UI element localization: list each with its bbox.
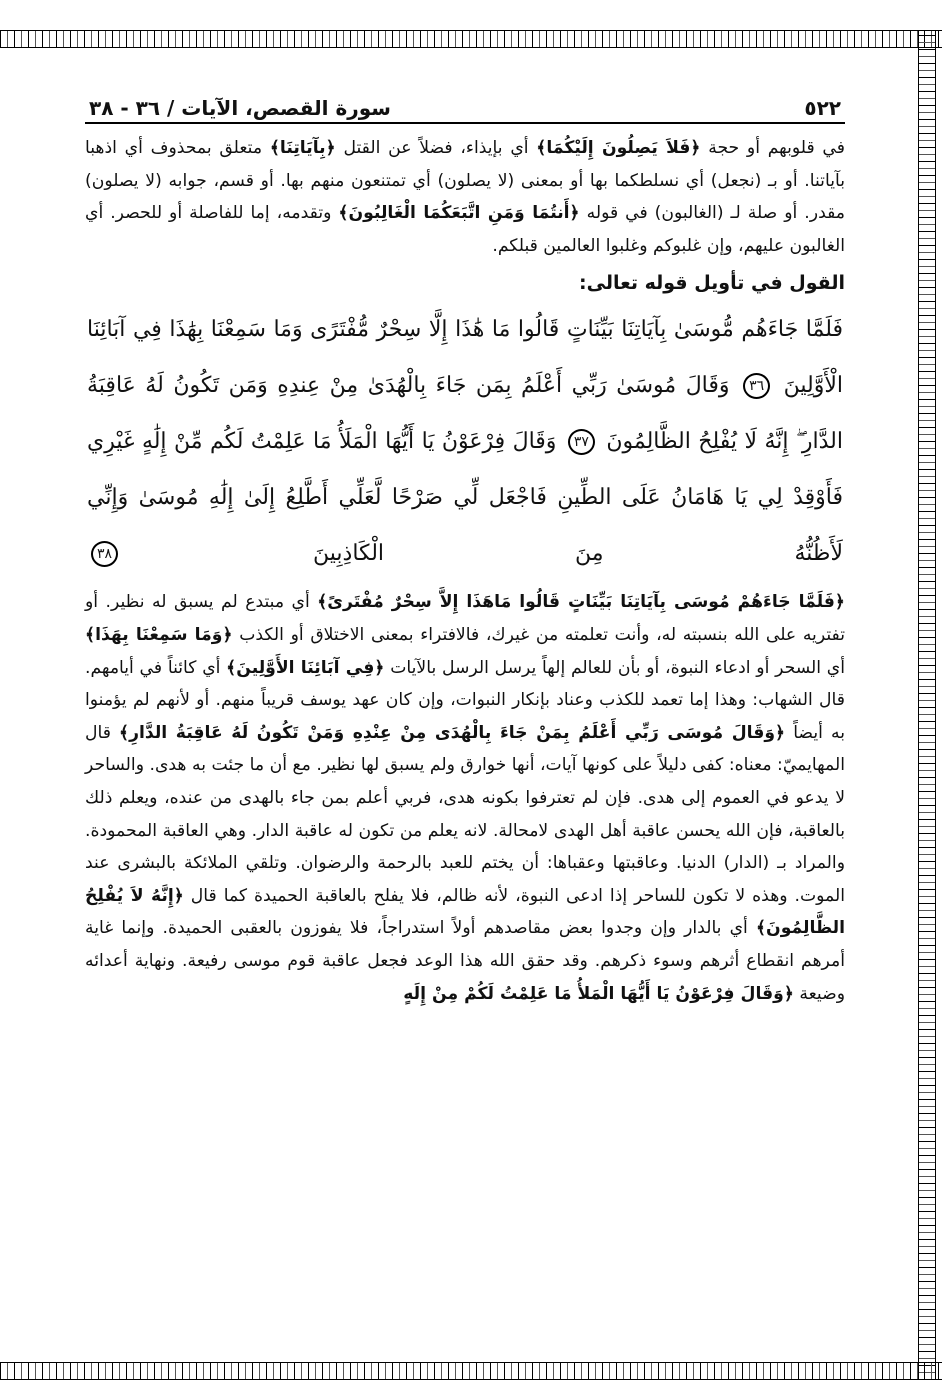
verse-text: وَقَالَ مُوسَىٰ رَبِّي أَعْلَمُ بِمَن جَاءَ بِالْهُدَىٰ مِنْ عِندِهِ وَمَن تَكُونُ لَهُ عَاقِبَةُ الدَّارِ ۖ إِنَّهُ لَا يُفْلِحُ الظَّالِمُونَ xyxy=(87,373,843,455)
page-title: سورة القصص، الآيات / ٣٦ - ٣٨ xyxy=(89,96,391,120)
running-head xyxy=(85,82,845,124)
page-number: ٥٢٢ xyxy=(804,96,841,120)
commentary-paragraph xyxy=(85,586,845,1010)
commentary-run: أي مبتدع لم يسبق له نظير. أو تفتريه على الله بنسبته له، وأنت تعلمته من غيرك، فالافتراء بمعنى الاختلاق أو الكذب xyxy=(85,592,845,645)
quran-quote: ﴿وَقَالَ مُوسَى رَبِّي أَعْلَمُ بِمَنْ جَاءَ بِالْهُدَى مِنْ عِنْدِهِ وَمَنْ تَكُونُ لَهُ عَاقِبَةُ الدَّارِ﴾ xyxy=(119,722,786,743)
quran-quote: ﴿فَلاَ يَصِلُونَ إِلَيْكُمَا﴾ xyxy=(536,138,701,158)
intro-run: متعلق بمحذوف أي اذهبا بآياتنا. أو بـ (نجعل) أي نسلطكما بها أو بمعنى (لا يصلون) أي تمتنعون منهم بها. أو قسم، جوابه (لا يصلون) مقدر. أو صلة لـ (الغالبون) في قوله xyxy=(85,138,845,224)
verse-number-marker: ٣٦ xyxy=(743,373,770,399)
quran-quote: ﴿إِنَّهُ لاَ يُفْلِحُ الظَّالِمُونَ﴾ xyxy=(85,885,845,939)
section-heading: القول في تأويل قوله تعالى: xyxy=(579,272,845,295)
ornamental-border-right xyxy=(918,30,936,1380)
page-body xyxy=(85,132,845,1010)
quran-quote: ﴿أَنتُمَا وَمَنِ اتَّبَعَكُمَا الْغَالِبُونَ﴾ xyxy=(338,203,580,224)
book-page xyxy=(85,82,845,1352)
verse-text: فَلَمَّا جَاءَهُم مُّوسَىٰ بِآيَاتِنَا بَيِّنَاتٍ قَالُوا مَا هَٰذَا إِلَّا سِحْرٌ مُّفْتَرًى وَمَا سَمِعْنَا بِهَٰذَا فِي آبَائِنَا الْأَوَّلِينَ xyxy=(87,317,844,399)
intro-paragraph xyxy=(85,132,845,262)
intro-run: وتقدمه، إما للفاصلة أو للحصر. أي الغالبون عليهم، وإن غلبوكم وغلبوا العالمين قبلكم. xyxy=(85,203,845,256)
quran-quote: ﴿فِي آبَائِنَا الأَوَّلِينَ﴾ xyxy=(226,657,385,678)
commentary-run: أي السحر أو ادعاء النبوة، أو بأن للعالم إلهاً يرسل الرسل بالآيات xyxy=(384,657,845,678)
quran-quote: ﴿وَقَالَ فِرْعَوْنُ يَا أَيُّهَا الْمَلأُ مَا عَلِمْتُ لَكُمْ مِنْ إِلَهٍ xyxy=(403,983,794,1004)
verse-number-marker: ٣٧ xyxy=(568,429,595,455)
commentary-run: أي كائناً في أيامهم. قال الشهاب: وهذا إما تعمد للكذب وعناد بإنكار النبوات، وإن كان عهد يوسف قريباً منهم. أو لأنهم لم يؤمنوا به أيضاً xyxy=(85,657,845,743)
intro-run: أي بإيذاء، فضلاً عن القتل xyxy=(335,138,537,158)
commentary-run: أي بالدار وإن وجدوا بعض مقاصدهم أولاً استدراجاً، فلا يفوزون بالعقبى الحميدة. وإنما غاية أمرهم انقطاع أثرهم وسوء ذكرهم. وقد حقق الله هذا الوعد فجعل عاقبة قوم موسى رفيعة. ونهاية أعدائه وضيعة xyxy=(85,918,845,1004)
verse-text: وَقَالَ فِرْعَوْنُ يَا أَيُّهَا الْمَلَأُ مَا عَلِمْتُ لَكُم مِّنْ إِلَٰهٍ غَيْرِي فَأَوْقِدْ لِي يَا هَامَانُ عَلَى الطِّينِ فَاجْعَل لِّي صَرْحًا لَّعَلِّي أَطَّلِعُ إِلَىٰ إِلَٰهِ مُوسَىٰ وَإِنِّي لَأَظُنُّهُ مِنَ الْكَاذِبِينَ xyxy=(87,429,843,567)
quran-quote: ﴿فَلَمَّا جَاءَهُمْ مُوسَى بِآيَاتِنَا بَيِّنَاتٍ قَالُوا مَاهَذَا إِلاَّ سِحْرٌ مُفْتَرىً﴾ xyxy=(317,592,845,613)
ornamental-border-bottom xyxy=(0,1362,942,1380)
verse-number-marker: ٣٨ xyxy=(91,541,118,567)
intro-run: في قلوبهم أو حجة xyxy=(700,138,845,158)
verse-block xyxy=(85,302,845,582)
commentary-run: قال المهايميّ: معناه: كفى دليلاً على كونها آيات، أنها خوارق ولم يسبق لها نظير. مع أن ما جئت به هدى. والساحر لا يدعو في العموم إلى هدى. فإن لم تعترفوا بكونه هدى، فربي أعلم بمن جاء بالهدى من عنده، ويعلم ذلك بالعاقبة، فإن الله يحسن عاقبة أهل الهدى لامحالة. لانه يعلم من تكون له عاقبة الدار. وهي العاقبة المحمودة. والمراد بـ (الدار) الدنيا. وعاقبتها وعقباها: أن يختم للعبد بالرحمة والرضوان. وتلقي الملائكة بالبشرى عند الموت. وهذه لا تكون للساحر إذا ادعى النبوة، لأنه ظالم، فلا يفلح بالعاقبة الحميدة كما قال xyxy=(85,722,845,906)
ornamental-border-top xyxy=(0,30,942,48)
quran-quote: ﴿بِآيَاتِنَا﴾ xyxy=(269,138,336,158)
quran-quote: ﴿وَمَا سَمِعْنَا بِهَذَا﴾ xyxy=(85,624,233,645)
